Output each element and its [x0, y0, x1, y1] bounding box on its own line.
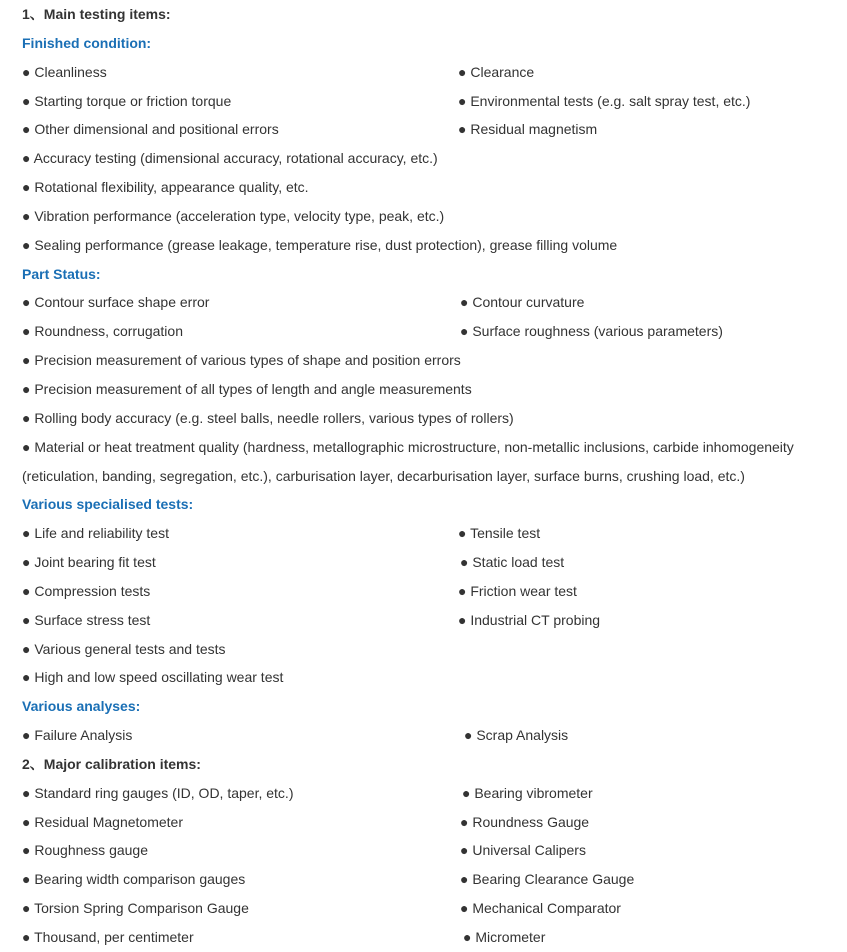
part-status-heading: Part Status:: [22, 265, 101, 282]
list-item: ● Joint bearing fit test: [22, 554, 156, 571]
list-row: [22, 923, 832, 952]
list-item: ● Tensile test: [458, 525, 541, 542]
list-item: ● Bearing Clearance Gauge: [460, 871, 635, 888]
list-row: [22, 58, 832, 87]
list-item: ● Bearing width comparison gauges: [22, 871, 246, 888]
list-item: ● Life and reliability test: [22, 525, 169, 542]
list-item: ● Bearing vibrometer: [462, 784, 593, 801]
list-item: ● Compression tests: [22, 582, 151, 599]
list-item: ● Contour curvature: [460, 294, 585, 311]
list-item: ● Clearance: [458, 63, 535, 80]
list-item: ● Material or heat treatment quality (hardness, metallographic microstructure, non-metallic inclusions, carbide inhomogeneity (reticulation, banding, segregation, etc.), carburisation layer, decarburisation layer, surface burns, crushing load, etc.): [22, 438, 794, 484]
list-row: [22, 808, 832, 837]
list-item: ● Other dimensional and positional errors: [22, 121, 279, 138]
list-item: ● Accuracy testing (dimensional accuracy, rotational accuracy, etc.): [22, 150, 438, 167]
list-item: ● Vibration performance (acceleration type, velocity type, peak, etc.): [22, 207, 445, 224]
list-row: [22, 288, 832, 317]
list-item: ● Friction wear test: [458, 582, 577, 599]
list-row: [22, 519, 832, 548]
list-item: ● Mechanical Comparator: [460, 900, 621, 917]
specialised-tests-heading: Various specialised tests:: [22, 496, 194, 513]
list-row: [22, 87, 832, 116]
various-analyses-heading: Various analyses:: [22, 698, 141, 715]
list-item: ● Sealing performance (grease leakage, temperature rise, dust protection), grease filling volume: [22, 236, 618, 253]
list-item: ● Industrial CT probing: [458, 611, 601, 628]
document-body: [22, 0, 832, 952]
list-item: ● Roundness, corrugation: [22, 323, 183, 340]
list-item: ● Environmental tests (e.g. salt spray test, etc.): [458, 92, 751, 109]
section-1-title: 1、Main testing items:: [22, 6, 171, 22]
list-item: ● Scrap Analysis: [464, 727, 569, 744]
list-item: ● Universal Calipers: [460, 842, 586, 859]
list-item: ● Standard ring gauges (ID, OD, taper, etc.): [22, 784, 294, 801]
list-item: ● Roughness gauge: [22, 842, 148, 859]
list-row: [22, 865, 832, 894]
list-item: ● Static load test: [460, 554, 565, 571]
list-item: ● Precision measurement of all types of length and angle measurements: [22, 380, 472, 397]
list-item: ● Precision measurement of various types of shape and position errors: [22, 352, 461, 369]
list-item: ● Rotational flexibility, appearance quality, etc.: [22, 179, 309, 196]
list-item: ● Torsion Spring Comparison Gauge: [22, 900, 249, 917]
list-row: [22, 836, 832, 865]
list-item: ● Surface stress test: [22, 611, 151, 628]
list-item: ● Surface roughness (various parameters): [460, 323, 723, 340]
list-row: [22, 577, 832, 606]
list-item: ● Starting torque or friction torque: [22, 92, 232, 109]
list-row: [22, 548, 832, 577]
list-item: ● Rolling body accuracy (e.g. steel balls, needle rollers, various types of rollers): [22, 409, 514, 426]
list-item: ● Failure Analysis: [22, 727, 133, 744]
list-row: [22, 606, 832, 635]
list-row: [22, 721, 832, 750]
list-row: [22, 115, 832, 144]
list-item: ● Roundness Gauge: [460, 813, 590, 830]
list-item: ● High and low speed oscillating wear test: [22, 669, 284, 686]
list-item: ● Contour surface shape error: [22, 294, 210, 311]
list-item: ● Cleanliness: [22, 63, 107, 80]
list-item: ● Residual Magnetometer: [22, 813, 183, 830]
list-row: [22, 317, 832, 346]
section-2-title: 2、Major calibration items:: [22, 755, 201, 772]
list-row: [22, 779, 832, 808]
list-row: [22, 894, 832, 923]
list-item: ● Micrometer: [463, 929, 546, 945]
list-item: ● Thousand, per centimeter: [22, 929, 194, 945]
list-item: ● Residual magnetism: [458, 121, 598, 138]
list-item: ● Various general tests and tests: [22, 640, 226, 657]
finished-condition-heading: Finished condition:: [22, 34, 152, 51]
